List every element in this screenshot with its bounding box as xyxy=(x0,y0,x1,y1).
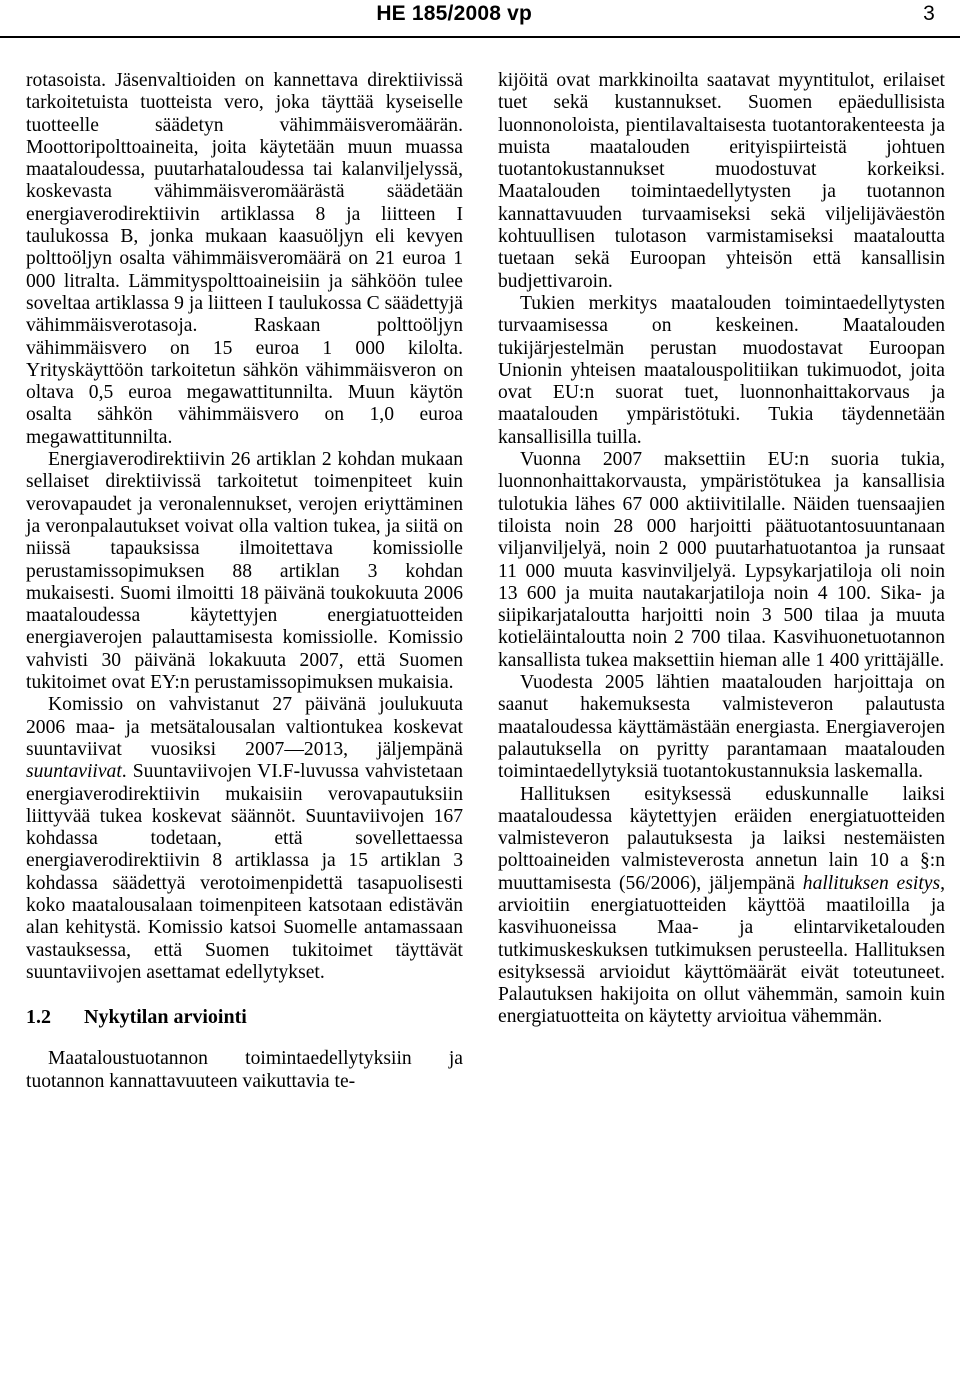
paragraph: Maataloustuotannon toimintaedellytyksiin ja tuotannon kannattavuuteen vaikuttavia te- xyxy=(26,1048,463,1092)
paragraph: rotasoista. Jäsenvaltioiden on kannettava direktiivissä tarkoitetuista tuotteista vero, joka täyttää kyseiselle tuotteelle säädetyn vähimmäisveromäärän. Moottoripolttoaineita, joita käytetään muun muassa maataloudessa, puutarhataloudessa tai kalanviljelyssä, koskevasta vähimmäisveromäärästä säädetään energiaverodirektiivin artiklassa 8 ja liitteen I taulukossa B, jonka mukaan kaasuöljyn eli kevyen polttoöljyn osalta vähimmäisveromäärä on 21 euroa 1 000 litralta. Lämmityspolttoaineisiin ja sähköön tulee soveltaa artiklassa 9 ja liitteen I taulukossa C säädettyjä vähimmäisverotasoja. Raskaan polttoöljyn vähimmäisvero on 15 euroa 1 000 kilolta. Yrityskäyttöön tarkoitetun sähkön vähimmäisveron on oltava 0,5 euroa megawattitunnilta. Muun käytön osalta sähkön vähimmäisvero on 1,0 euroa megawattitunnilta. xyxy=(26,70,463,448)
right-column xyxy=(498,70,945,1029)
paragraph-text: , arvioitiin energiatuotteiden käyttöä maatiloilla ja kasvihuoneissa Maa- ja elintarviketalouden tutkimuskeskuksen tutkimuksen perusteella. Hallituksen esityksessä arvioidut käyttömäärät eivät toteutuneet. Palautuksen hakijoita on ollut vähemmän, samoin kuin energiatuotteita on käytetty arvioitua vähemmän. xyxy=(498,872,945,1028)
section-title: Nykytilan arviointi xyxy=(84,1006,247,1029)
section-heading xyxy=(26,1006,463,1028)
paragraph-with-italic xyxy=(26,694,463,984)
paragraph: Tukien merkitys maatalouden toimintaedellytysten turvaamisessa on keskeinen. Maatalouden tukijärjestelmän perustan muodostavat Euroopan Unionin yhteisen maatalouspolitiikan tukimuodot, joita ovat EU:n suorat tuet, luonnonhaittakorvaus ja maatalouden ympäristötuki. Tukia täydennetään kansallisilla tuilla. xyxy=(498,292,945,448)
page-number: 3 xyxy=(923,2,935,25)
paragraph-with-italic xyxy=(498,784,945,1029)
page-header xyxy=(376,2,935,26)
section-number: 1.2 xyxy=(26,1006,51,1029)
document-id: HE 185/2008 vp xyxy=(376,2,533,25)
paragraph: Energiaverodirektiivin 26 artiklan 2 kohdan mukaan sellaiset direktiivissä tarkoitetut toimenpiteet kuin verovapaudet ja veronalennukset, verojen eriyttäminen ja veronpalautukset voivat olla valtion tukea, ja siitä on niissä tapauksissa ilmoitettava komissiolle perustamissopimuksen 88 artiklan 3 kohdan mukaisesti. Suomi ilmoitti 18 päivänä toukokuuta 2006 maataloudessa käytettyjen energiatuotteiden energiaverojen palauttamisesta komissiolle. Komissio vahvisti 30 päivänä lokakuuta 2007, että Suomen tukitoimet ovat EY:n perustamissopimuksen mukaisia. xyxy=(26,449,463,694)
italic-term: hallituksen esitys xyxy=(802,872,941,894)
paragraph: Vuodesta 2005 lähtien maatalouden harjoittaja on saanut hakemuksesta valmisteveron palautusta maataloudessa käyttämästään energiasta. Energiaverojen palautuksella on pyritty parantamaan maatalouden toimintaedellytyksiä tuotantokustannuksia laskemalla. xyxy=(498,672,945,783)
paragraph-text: Hallituksen esityksessä eduskunnalle laiksi maataloudessa käytettyjen eräiden energiatuotteiden valmisteveron palautuksesta ja laiksi nestemäisten polttoaineiden valmisteverosta annetun lain 10 a §:n muuttamisesta (56/2006), jäljempänä xyxy=(498,783,945,894)
left-column xyxy=(26,70,463,1093)
paragraph-text: . Suuntaviivojen VI.F-luvussa vahvistetaan energiaverodirektiivin mukaisiin verovapautuksiin liittyvää tukea koskevat säännöt. Suuntaviivojen 167 kohdassa todetaan, että sovellettaessa energiaverodirektiivin 8 artiklassa ja 15 artiklan 3 kohdassa säädettyä verotoimenpidettä tasapuolisesti koko maatalousalaan toimenpiteen katsotaan edistävän alan kehitystä. Komissio katsoi Suomelle antamassaan vastauksessa, että Suomen tukitoimet täyttävät suuntaviivojen asettamat edellytykset. xyxy=(26,761,463,983)
header-rule xyxy=(0,36,960,38)
italic-term: suuntaviivat xyxy=(26,761,122,783)
paragraph-text: Komissio on vahvistanut 27 päivänä joulukuuta 2006 maa- ja metsätalousalan valtiontukea koskevat suuntaviivat vuosiksi 2007—2013, jäljempänä xyxy=(26,694,463,760)
paragraph: Vuonna 2007 maksettiin EU:n suoria tukia, luonnonhaittakorvausta, ympäristötukea ja kansallisia tulotukia lähes 67 000 aktiivitilalle. Näiden tuensaajien tiloista noin 28 000 harjoitti päätuotantosuuntanaan viljanviljelyä, noin 2 000 puutarhatuotantoa ja runsaat 11 000 muuta kasvinviljelyä. Lypsykarjatiloja oli noin 13 600 ja muita nautakarjatiloja noin 4 100. Sika- ja siipikarjataloutta harjoitti noin 3 500 tilaa ja muuta kotieläintaloutta noin 2 700 tilaa. Kasvihuonetuotannon kansallista tukea maksettiin hieman alle 1 400 yrittäjälle. xyxy=(498,449,945,671)
paragraph: kijöitä ovat markkinoilta saatavat myyntitulot, erilaiset tuet sekä kustannukset. Suomen epäedullisista luonnonoloista, pientilavaltaisesta tuotantorakenteesta ja muista maatalouden erityispiirteistä johtuen tuotantokustannukset muodostuvat korkeiksi. Maatalouden toimintaedellytysten ja tuotannon kannattavuuden turvaamiseksi sekä viljelijäväestön kohtuullisen tulotason varmistamiseksi maataloutta tuetaan sekä Euroopan yhteisön että kansallisin budjettivaroin. xyxy=(498,70,945,292)
